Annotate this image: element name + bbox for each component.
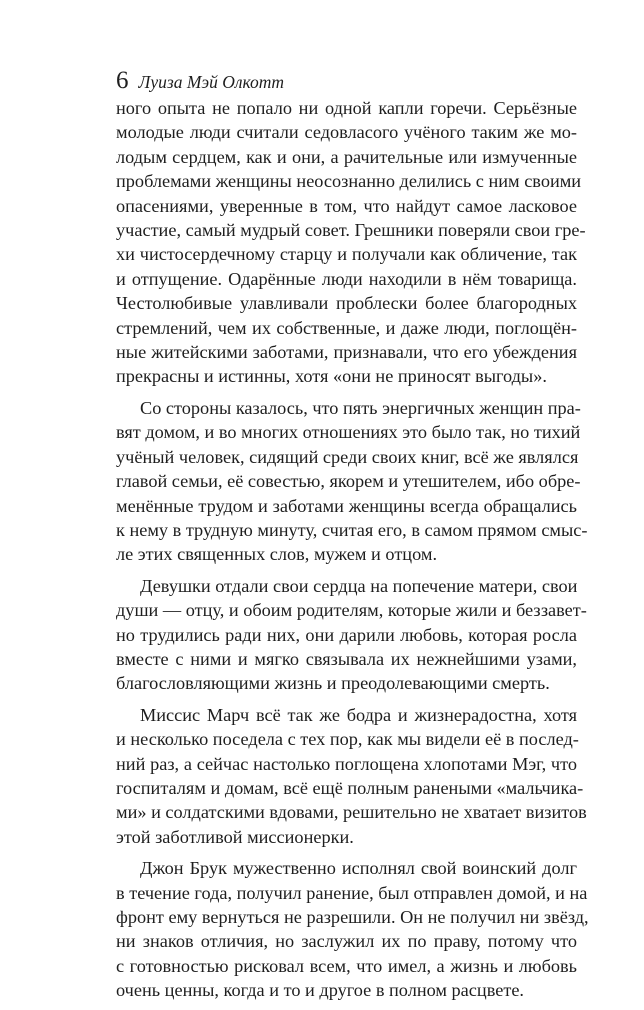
- paragraph: [116, 396, 588, 567]
- text-line: в течение года, получил ранение, был отправлен домой, и на: [116, 882, 588, 903]
- text-line: но трудились ради них, они дарили любовь, которая росла: [116, 624, 577, 645]
- text-line: стремлений, чем их собственные, и даже люди, поглощён-: [116, 317, 577, 338]
- text-line: ни знаков отличия, но заслужил их по праву, потому что: [116, 931, 577, 952]
- body-text: [116, 96, 589, 1010]
- text-line: прекрасны и истинны, хотя «они не приносят выгоды».: [116, 366, 547, 387]
- text-line: вят домом, и во многих отношениях это было так, но тихий: [116, 422, 581, 443]
- text-line: Честолюбивые улавливали проблески более благородных: [116, 293, 577, 314]
- text-line: к нему в трудную минуту, считая его, в самом прямом смыс-: [116, 519, 588, 540]
- text-line: души — отцу, и обоим родителям, которые жили и беззавет-: [116, 600, 587, 621]
- text-line: главой семьи, её совестью, якорем и утешителем, ибо обре-: [116, 471, 581, 492]
- text-line: и несколько поседела с тех пор, как мы видели её в послед-: [116, 729, 579, 750]
- running-head-author: Луиза Мэй Олкотт: [138, 72, 285, 92]
- text-line: благословляющими жизнь и преодолевающими смерть.: [116, 673, 550, 694]
- text-line: учёный человек, сидящий среди своих книг, всё же являлся: [116, 446, 579, 467]
- page-header: [116, 66, 284, 96]
- page-number: 6: [116, 67, 129, 94]
- text-line: ний раз, а сейчас настолько поглощена хлопотами Мэг, что: [116, 753, 577, 774]
- paragraph: [116, 96, 586, 389]
- text-line: Джон Брук мужественно исполнял свой воинский долг: [140, 858, 577, 879]
- text-line: молодые люди считали седовласого учёного таким же мо-: [116, 122, 577, 143]
- text-line: ные житейскими заботами, признавали, что его убеждения: [116, 342, 577, 363]
- text-line: лодым сердцем, как и они, а рачительные или измученные: [116, 146, 577, 167]
- text-line: вместе с ними и мягко связывала их нежнейшими узами,: [116, 648, 577, 669]
- text-line: ле этих священных слов, мужем и отцом.: [116, 544, 438, 565]
- text-line: фронт ему вернуться не разрешили. Он не получил ни звёзд,: [116, 907, 589, 927]
- text-line: Девушки отдали свои сердца на попечение матери, свои: [140, 575, 578, 596]
- text-line: и отпущение. Одарённые люди находили в нём товарища.: [116, 268, 577, 289]
- text-line: ного опыта не попало ни одной капли горечи. Серьёзные: [116, 98, 577, 118]
- text-line: проблемами женщины неосознанно делились с ним своими: [116, 171, 582, 192]
- text-line: Со стороны казалось, что пять энергичных женщин пра-: [140, 397, 581, 418]
- text-line: участие, самый мудрый совет. Грешники поверяли свои гре-: [116, 220, 586, 241]
- text-line: менённые трудом и заботами женщины всегда обращались: [116, 495, 577, 516]
- paragraph: [116, 856, 589, 1002]
- paragraph: [116, 574, 587, 696]
- text-line: ми» и солдатскими вдовами, решительно не хватает визитов: [116, 802, 587, 823]
- text-line: госпиталям и домам, всё ещё полным ранеными «мальчика-: [116, 777, 584, 798]
- text-line: очень ценны, когда и то и другое в полном расцвете.: [116, 980, 525, 1001]
- text-line: Миссис Марч всё так же бодра и жизнерадостна, хотя: [140, 704, 577, 725]
- text-line: опасениями, уверенные в том, что найдут самое ласковое: [116, 195, 577, 216]
- text-line: с готовностью рисковал всем, что имел, а жизнь и любовь: [116, 955, 577, 976]
- text-line: этой заботливой миссионерки.: [116, 826, 354, 847]
- text-line: хи чистосердечному старцу и получали как обличение, так: [116, 244, 577, 265]
- paragraph: [116, 703, 587, 849]
